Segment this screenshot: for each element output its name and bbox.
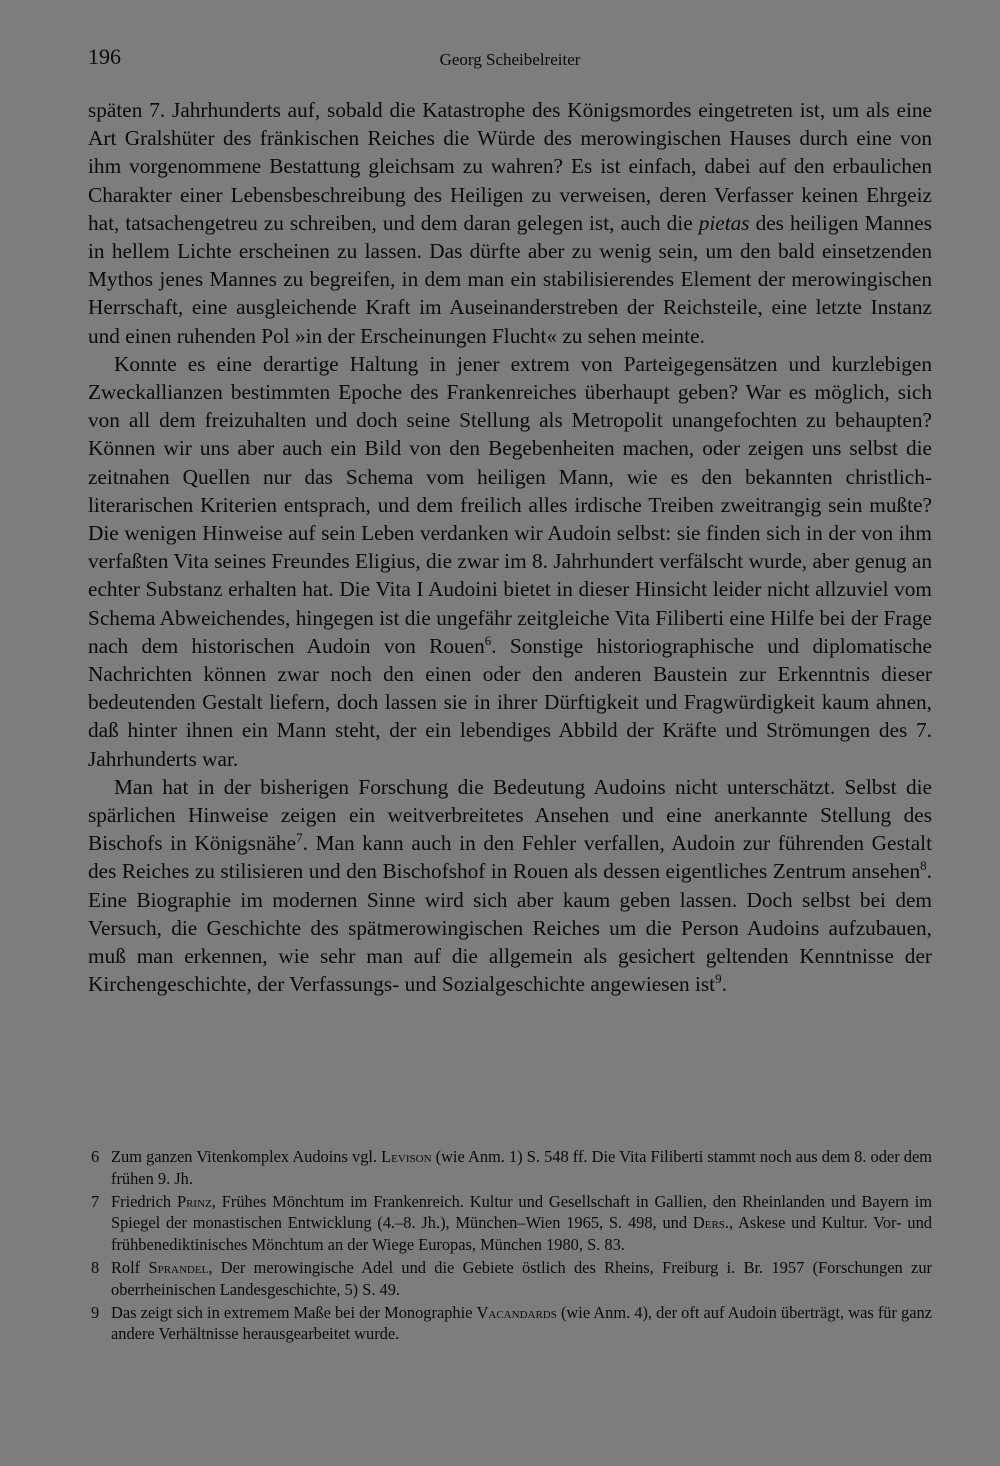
paragraph-2: Konnte es eine derartige Haltung in jener extrem von Parteigegensätzen und kurzlebigen Zweckallianzen bestimmten Epoche des Frankenreiches überhaupt geben? War es möglich, sich von all dem freizuhalten und doch seine Stellung als Metropolit unangefochten zu behaupten? Können wir uns aber auch ein Bild von den Begebenheiten machen, oder zeigen uns selbst die zeitnahen Quellen nur das Schema vom heiligen Mann, wie es den bekannten christlich-literarischen Kriterien entsprach, und dem freilich alles irdische Treiben zweitrangig sein mußte? Die wenigen Hinweise auf sein Leben verdanken wir Audoin selbst: sie finden sich in der von ihm verfaßten Vita seines Freundes Eligius, die zwar im 8. Jahrhundert verfälscht wurde, aber genug an echter Substanz erhalten hat. Die Vita I Audoini bietet in dieser Hinsicht leider nicht allzuviel vom Schema Abweichendes, hingegen ist die ungefähr zeitgleiche Vita Filiberti eine Hilfe bei der Frage nach dem historischen Audoin von Rouen$^6$. Sonstige historiographische und diplomatische Nachrichten können zwar noch den einen oder den anderen Baustein zur Erkenntnis dieser bedeutenden Gestalt liefern, doch lassen sie in ihrer Dürftigkeit und Fragwürdigkeit kaum ahnen, daß hinter ihnen ein Mann steht, der ein lebendiges Abbild der Kräfte und Strömungen des 7. Jahrhunderts war. — [88, 351, 933, 771]
author-name: Sprandel — [148, 1257, 209, 1277]
author-name: Ders. — [692, 1213, 729, 1233]
footnote-number: 6 — [91, 1147, 100, 1166]
paragraph-3: Man hat in der bisherigen Forschung die Bedeutung Audoins nicht unterschätzt. Selbst die spärlichen Hinweise zeigen ein weitverbreitetes Ansehen und eine anerkannte Stellung des Bischofs in Königsnähe$^7$. Man kann auch in den Fehler verfallen, Audoin zur führenden Gestalt des Reiches zu stilisieren und den Bischofshof in Rouen als dessen eigentliches Zentrum ansehen$^8$. Eine Biographie im modernen Sinne wird sich aber kaum geben lassen. Doch selbst bei dem Versuch, die Geschichte des spätmerowingischen Reiches um die Person Audoins aufzubauen, muß man erkennen, wie sehr man auf die allgemein als gesichert geltenden Kenntnisse der Kirchengeschichte, der Verfassungs- und Sozialgeschichte angewiesen ist$^9$. — [88, 774, 932, 997]
author-name: Prinz — [176, 1191, 212, 1211]
footnote-ref-6[interactable]: 6 — [484, 632, 492, 648]
footnote-6: 6 Zum ganzen Vitenkomplex Audoins vgl. Levison (wie Anm. 1) S. 548 ff. Die Vita Filiberti stammt noch aus dem 8. oder dem frühen 9. Jh. — [91, 1147, 932, 1188]
footnote-number: 7 — [91, 1191, 100, 1211]
page-number: 196 — [88, 44, 121, 69]
footnote-ref-9[interactable]: 9 — [715, 971, 722, 987]
footnote-ref-8[interactable]: 8 — [920, 858, 927, 874]
footnote-9: 9 Das zeigt sich in extremem Maße bei der Monographie Vacandards (wie Anm. 4), der oft auf Audoin überträgt, was für ganz andere Verhältnisse herausgearbeitet wurde. — [91, 1302, 933, 1344]
footnote-ref-7[interactable]: 7 — [296, 830, 303, 846]
footnote-number: 9 — [91, 1302, 100, 1322]
emphasis-pietas: pietas — [698, 210, 750, 235]
paragraph-1: späten 7. Jahrhunderts auf, sobald die Katastrophe des Königsmordes eingetreten ist, um als eine Art Gralshüter des fränkischen Reiches die Würde des merowingischen Hauses durch eine von ihm vorgenommene Bestattung gleichsam zu wahren? Es ist einfach, dabei auf den erbaulichen Charakter einer Lebensbeschreibung des Heiligen zu verweisen, deren Verfasser keinen Ehrgeiz hat, tatsachengetreu zu schreiben, und dem daran gelegen ist, auch die pietas des heiligen Mannes in hellem Lichte erscheinen zu lassen. Das dürfte aber zu wenig sein, um den bald einsetzenden Mythos jenes Mannes zu begreifen, in dem man ein stabilisierendes Element der merowingischen Herrschaft, eine ausgleichende Kraft im Auseinanderstreben der Reichsteile, eine letzte Instanz und einen ruhenden Pol »in der Erscheinungen Flucht« zu sehen meinte. — [88, 98, 933, 348]
author-name: Vacandards — [476, 1302, 557, 1322]
page-header — [88, 44, 932, 74]
author-name: Levison — [381, 1147, 432, 1166]
footnote-8: 8 Rolf Sprandel, Der merowingische Adel und die Gebiete östlich des Rheins, Freiburg i. Br. 1957 (Forschungen zur oberrheinischen Landesgeschichte, 5) S. 49. — [91, 1257, 932, 1299]
footnotes — [88, 1146, 932, 1346]
main-text — [88, 96, 932, 999]
running-head: Georg Scheibelreiter — [439, 50, 581, 69]
footnote-7: 7 Friedrich Prinz, Frühes Mönchtum im Frankenreich. Kultur und Gesellschaft in Gallien, den Rheinlanden und Bayern im Spiegel der monastischen Entwicklung (4.–8. Jh.), München–Wien 1965, S. 498, und Ders., Askese und Kultur. Vor- und frühbenediktinisches Mönchtum an der Wiege Europas, München 1980, S. 83. — [91, 1191, 933, 1255]
footnote-number: 8 — [91, 1257, 100, 1277]
